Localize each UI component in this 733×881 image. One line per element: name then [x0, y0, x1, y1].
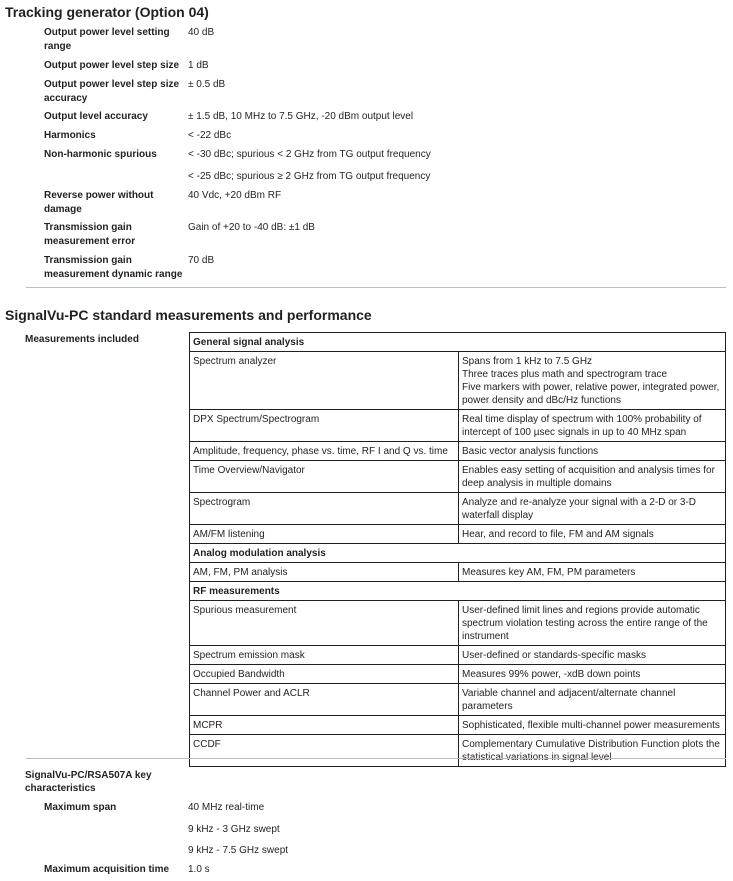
measurement-description: Variable channel and adjacent/alternate channel parameters: [459, 684, 726, 716]
spec-value: ± 1.5 dB, 10 MHz to 7.5 GHz, -20 dBm output level: [188, 111, 414, 122]
spec-value: 1 dB: [188, 60, 209, 71]
table-row: [190, 352, 726, 410]
spec-value: 9 kHz - 3 GHz swept: [188, 824, 280, 835]
table-row: [190, 461, 726, 493]
measurement-description: User-defined or standards-specific masks: [459, 646, 726, 665]
section-divider: [26, 758, 726, 759]
section-divider: [26, 287, 726, 288]
measurement-name: Channel Power and ACLR: [190, 684, 459, 716]
signalvu-heading: SignalVu-PC standard measurements and performance: [5, 307, 372, 323]
measurement-description: Hear, and record to file, FM and AM signals: [459, 525, 726, 544]
spec-value: 40 Vdc, +20 dBm RF: [188, 190, 282, 201]
measurement-name: DPX Spectrum/Spectrogram: [190, 410, 459, 442]
spec-value: ± 0.5 dB: [188, 79, 226, 90]
measurement-description: Sophisticated, flexible multi-channel power measurements: [459, 716, 726, 735]
table-section-header: [190, 333, 726, 352]
measurement-name: Spurious measurement: [190, 601, 459, 646]
spec-label: Reverse power without damage: [44, 190, 154, 215]
spec-label: Transmission gain measurement dynamic range: [44, 255, 183, 280]
table-row: [190, 735, 726, 767]
spec-label: Output level accuracy: [44, 111, 148, 122]
table-row: [190, 563, 726, 582]
spec-label: Maximum acquisition time: [44, 864, 170, 875]
spec-label: Harmonics: [44, 130, 96, 141]
spec-value: < -25 dBc; spurious ≥ 2 GHz from TG output frequency: [188, 171, 431, 182]
measurement-name: AM/FM listening: [190, 525, 459, 544]
spec-value: < -22 dBc: [188, 130, 232, 141]
measurement-description: Measures 99% power, -xdB down points: [459, 665, 726, 684]
table-row: [190, 525, 726, 544]
table-row: [190, 601, 726, 646]
spec-label: Output power level setting range: [44, 27, 170, 52]
spec-label: Maximum span: [44, 802, 117, 813]
spec-label: Output power level step size accuracy: [44, 79, 180, 104]
measurement-description: Enables easy setting of acquisition and analysis times for deep analysis in multiple domains: [459, 461, 726, 493]
measurement-description: Real time display of spectrum with 100% probability of intercept of 100 µsec signals in up to 40 MHz span: [459, 410, 726, 442]
table-row: [190, 646, 726, 665]
spec-value: 9 kHz - 7.5 GHz swept: [188, 845, 289, 856]
spec-value: Gain of +20 to -40 dB: ±1 dB: [188, 222, 315, 233]
measurement-name: Time Overview/Navigator: [190, 461, 459, 493]
spec-label: Transmission gain measurement error: [44, 222, 136, 247]
table-row: [190, 493, 726, 525]
table-section-header: [190, 544, 726, 563]
table-row: [190, 410, 726, 442]
measurement-description: Complementary Cumulative Distribution Function plots the statistical variations in signal level: [459, 735, 726, 767]
measurements-table: [189, 332, 726, 767]
section-title: Analog modulation analysis: [190, 544, 726, 563]
table-row: [190, 442, 726, 461]
measurements-included-label: Measurements included: [25, 334, 139, 345]
measurement-name: Spectrogram: [190, 493, 459, 525]
table-row: [190, 716, 726, 735]
key-characteristics-label: SignalVu-PC/RSA507A key characteristics: [25, 770, 152, 794]
spec-value: 70 dB: [188, 255, 215, 266]
measurement-description: Analyze and re-analyze your signal with a 2-D or 3-D waterfall display: [459, 493, 726, 525]
spec-value: 40 dB: [188, 27, 215, 38]
measurement-name: CCDF: [190, 735, 459, 767]
measurement-name: Occupied Bandwidth: [190, 665, 459, 684]
spec-value: 40 MHz real-time: [188, 802, 265, 813]
table-row: [190, 665, 726, 684]
spec-label: Output power level step size: [44, 60, 180, 71]
table-section-header: [190, 582, 726, 601]
measurement-description: User-defined limit lines and regions provide automatic spectrum violation testing across the entire range of the instrument: [459, 601, 726, 646]
section-title: RF measurements: [190, 582, 726, 601]
measurement-name: MCPR: [190, 716, 459, 735]
measurement-name: Spectrum emission mask: [190, 646, 459, 665]
spec-value: 1.0 s: [188, 864, 210, 875]
measurement-description: Measures key AM, FM, PM parameters: [459, 563, 726, 582]
measurement-name: Amplitude, frequency, phase vs. time, RF I and Q vs. time: [190, 442, 459, 461]
section-title: General signal analysis: [190, 333, 726, 352]
table-row: [190, 684, 726, 716]
spec-value: < -30 dBc; spurious < 2 GHz from TG output frequency: [188, 149, 431, 160]
spec-label: Non-harmonic spurious: [44, 149, 157, 160]
measurement-name: AM, FM, PM analysis: [190, 563, 459, 582]
tracking-generator-heading: Tracking generator (Option 04): [5, 4, 209, 20]
measurement-description: Basic vector analysis functions: [459, 442, 726, 461]
measurement-name: Spectrum analyzer: [190, 352, 459, 410]
measurement-description: Spans from 1 kHz to 7.5 GHz Three traces plus math and spectrogram trace Five markers with power, relative power, integrated power, power density and dBc/Hz functions: [459, 352, 726, 410]
